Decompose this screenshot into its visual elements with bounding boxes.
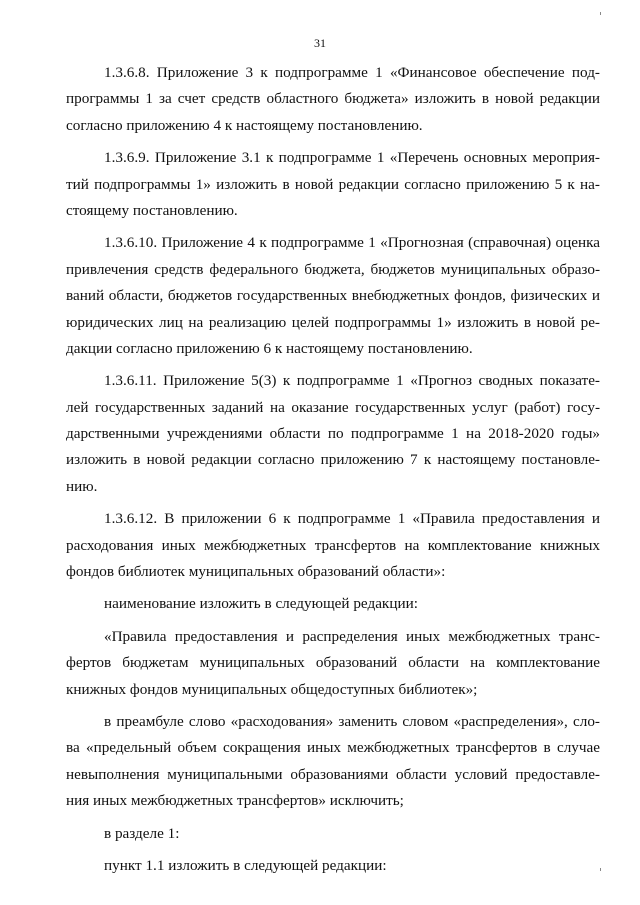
- text-line: наименование изложить в следующей редакции:: [104, 595, 418, 613]
- text-line: согласно приложению 4 к настоящему постановлению.: [66, 116, 423, 134]
- text-line: фондов библиотек муниципальных образований области»:: [66, 563, 446, 581]
- paragraph: [66, 145, 600, 224]
- paragraph: [66, 60, 600, 139]
- text-line: тий подпрограммы 1» изложить в новой редакции согласно приложению 5 к на-: [66, 175, 600, 193]
- paragraph: [66, 853, 600, 879]
- text-line: юридических лиц на реализацию целей подпрограммы 1» изложить в новой ре-: [66, 313, 600, 331]
- text-line: ва «предельный объем сокращения иных межбюджетных трансфертов в случае: [66, 739, 600, 757]
- paragraph: [66, 624, 600, 703]
- text-line: невыполнения муниципальными образованиями области условий предоставле-: [66, 765, 600, 783]
- text-line: 1.3.6.12. В приложении 6 к подпрограмме 1 «Правила предоставления и: [104, 510, 600, 528]
- text-line: 1.3.6.9. Приложение 3.1 к подпрограмме 1 «Перечень основных мероприя-: [104, 149, 600, 167]
- text-line: нию.: [66, 477, 98, 495]
- paragraph: [66, 368, 600, 500]
- text-line: 1.3.6.10. Приложение 4 к подпрограмме 1 «Прогнозная (справочная) оценка: [104, 234, 600, 252]
- text-line: изложить в новой редакции согласно приложению 7 к настоящему постановле-: [66, 451, 600, 469]
- document-body: [66, 60, 600, 879]
- text-line: привлечения средств федерального бюджета, бюджетов муниципальных образо-: [66, 260, 600, 278]
- text-line: лей государственных заданий на оказание государственных услуг (работ) госу-: [66, 398, 600, 416]
- text-line: книжных фондов муниципальных общедоступных библиотек»;: [66, 680, 478, 698]
- text-line: «Правила предоставления и распределения иных межбюджетных транс-: [104, 627, 600, 645]
- text-line: 1.3.6.11. Приложение 5(3) к подпрограмме 1 «Прогноз сводных показате-: [104, 372, 600, 390]
- text-line: пункт 1.1 изложить в следующей редакции:: [104, 856, 387, 874]
- page-number: 31: [314, 36, 326, 50]
- text-line: фертов бюджетам муниципальных образований области на комплектование: [66, 654, 600, 672]
- paragraph: [66, 591, 600, 617]
- text-line: ваний области, бюджетов государственных внебюджетных фондов, физических и: [66, 287, 600, 305]
- text-line: ния иных межбюджетных трансфертов» исключить;: [66, 792, 404, 810]
- paragraph: [66, 709, 600, 815]
- scan-speck: [600, 868, 601, 871]
- paragraph: [66, 506, 600, 585]
- scan-speck: [600, 12, 601, 15]
- text-line: в разделе 1:: [104, 824, 180, 842]
- text-line: расходования иных межбюджетных трансфертов на комплектование книжных: [66, 536, 600, 554]
- paragraph: [66, 821, 600, 847]
- text-line: дарственными учреждениями области по подпрограмме 1 на 2018-2020 годы»: [66, 425, 600, 443]
- paragraph: [66, 230, 600, 362]
- text-line: дакции согласно приложению 6 к настоящему постановлению.: [66, 339, 473, 357]
- text-line: программы 1 за счет средств областного бюджета» изложить в новой редакции: [66, 90, 600, 108]
- text-line: в преамбуле слово «расходования» заменить словом «распределения», сло-: [104, 712, 600, 730]
- text-line: стоящему постановлению.: [66, 201, 238, 219]
- text-line: 1.3.6.8. Приложение 3 к подпрограмме 1 «Финансовое обеспечение под-: [104, 64, 600, 81]
